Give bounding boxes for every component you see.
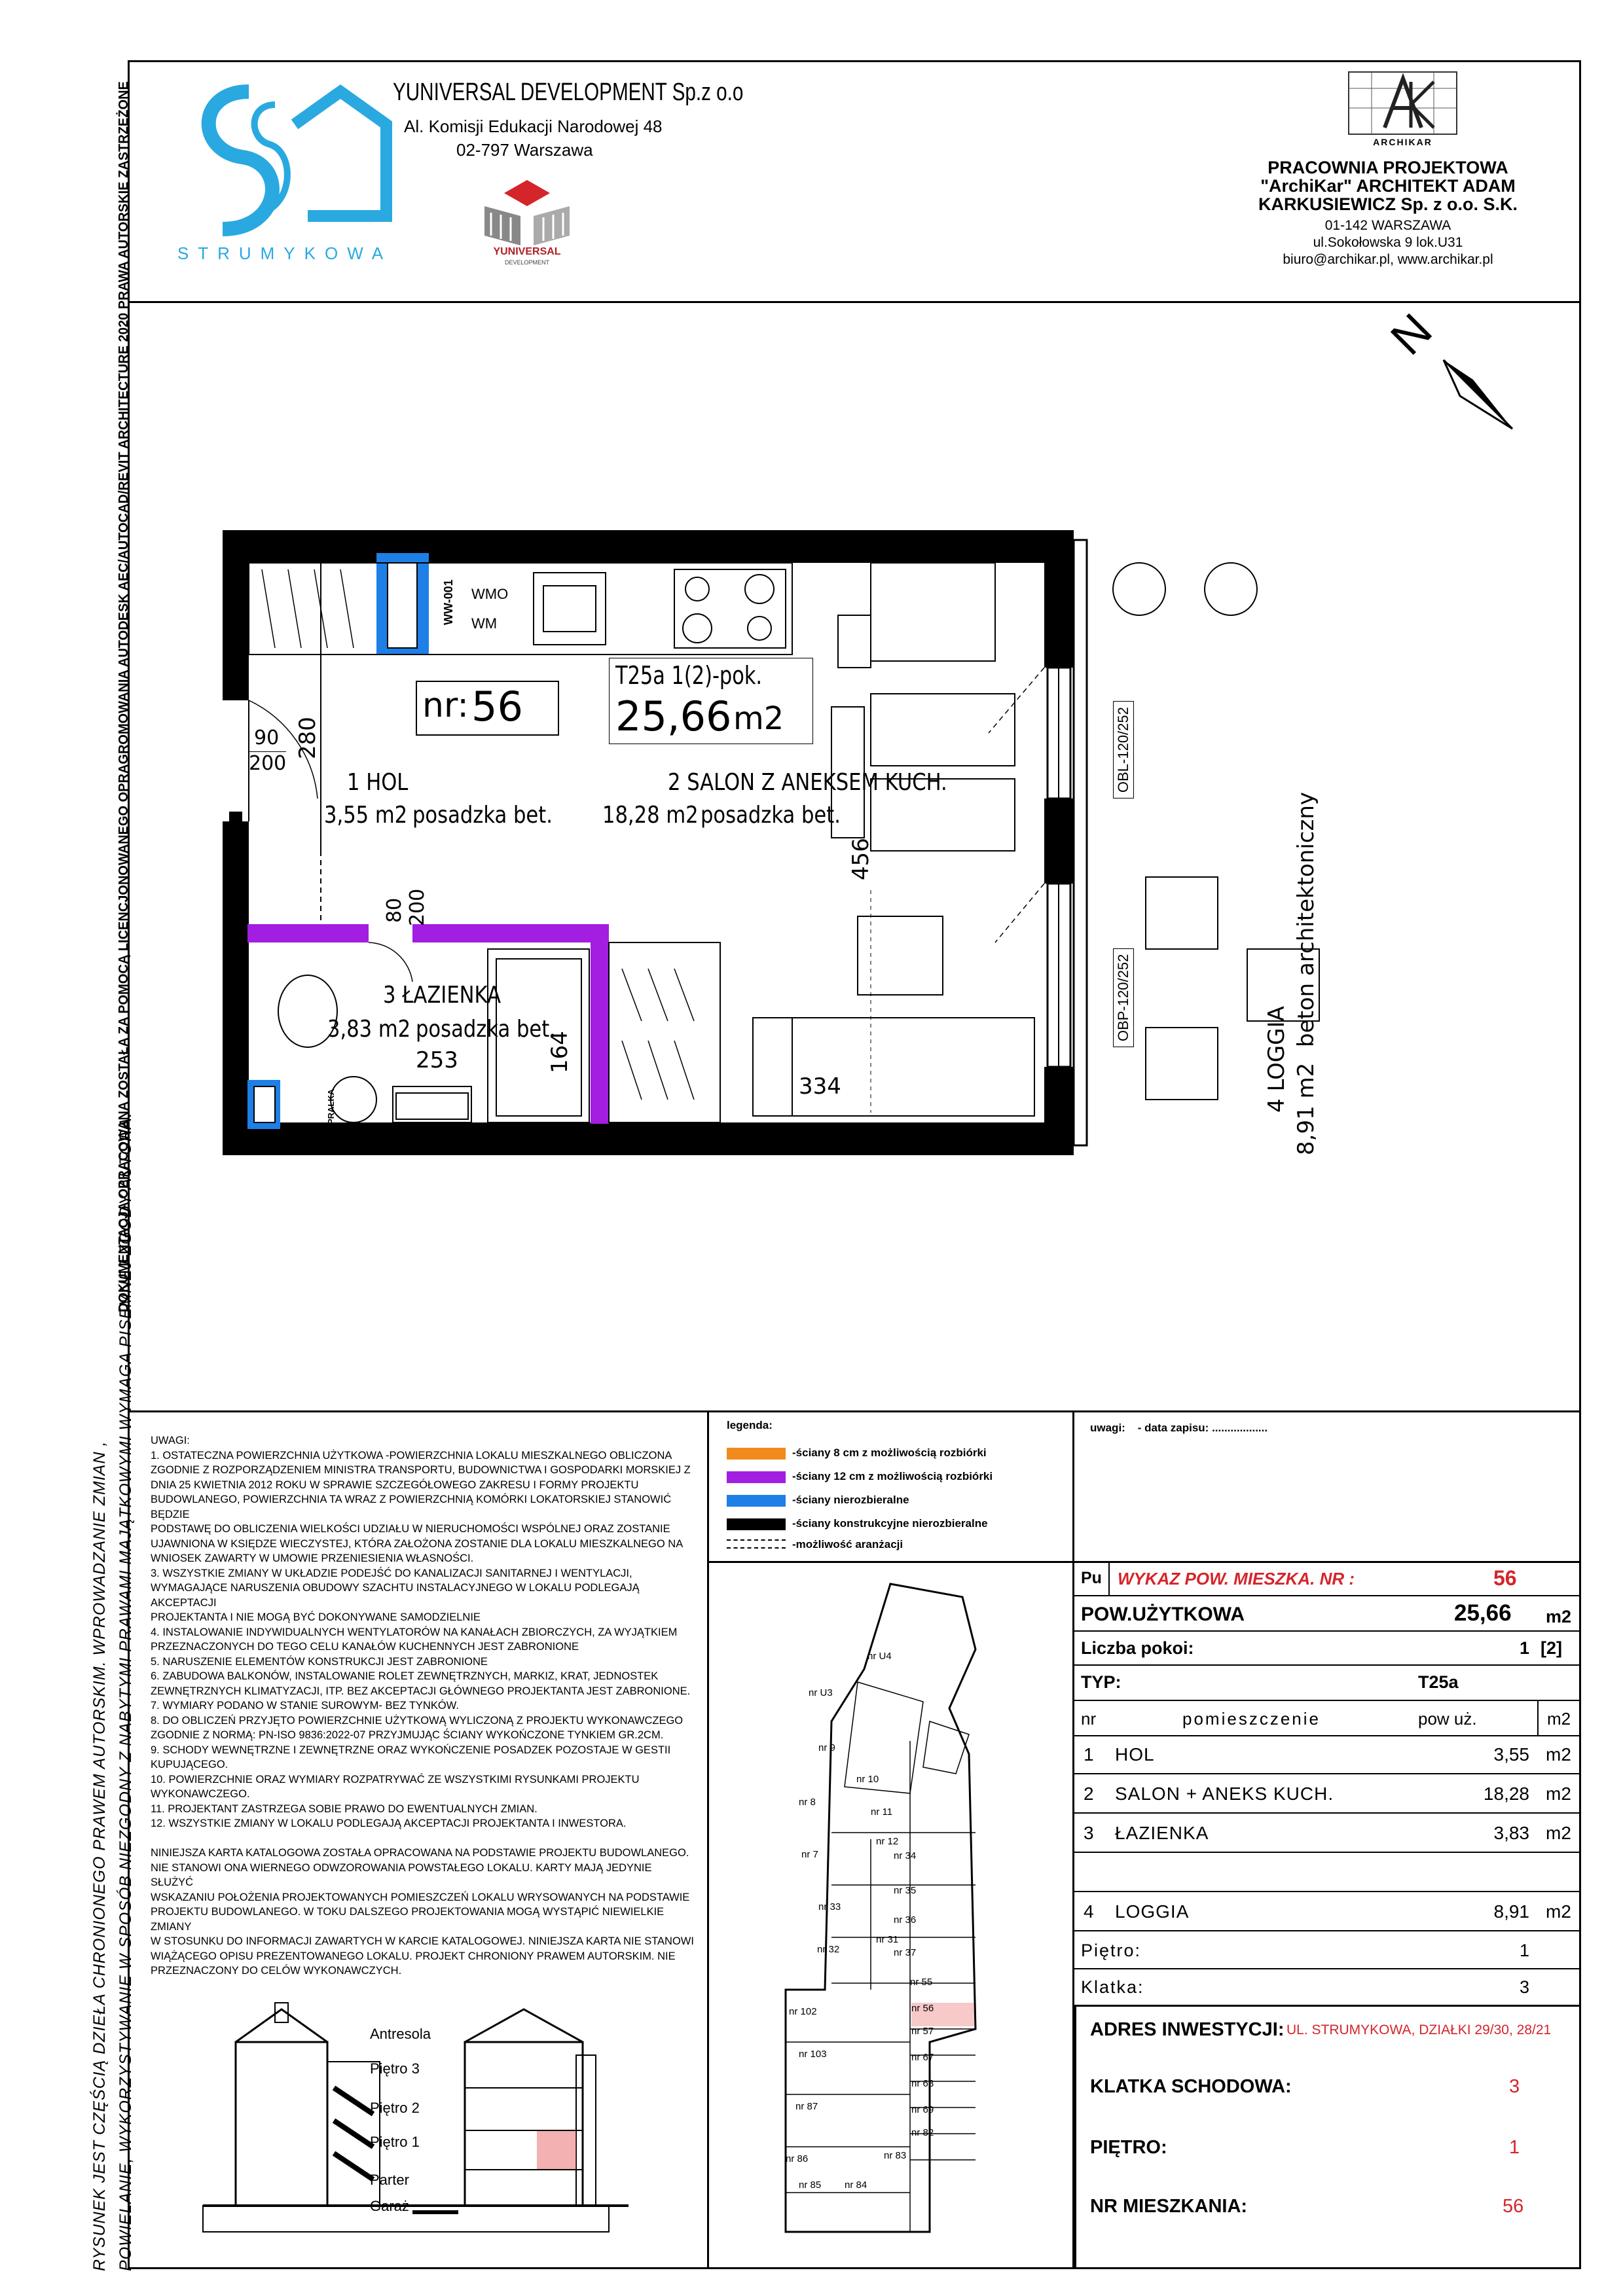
developer-address-1: Al. Komisji Edukacji Narodowej 48 [404, 117, 663, 136]
legend-swatch-aranzacja [727, 1539, 786, 1549]
bottom-divider [128, 1410, 1581, 1412]
room-name: SALON + ANEKS KUCH. [1115, 1784, 1334, 1804]
legend-divider [1072, 1410, 1074, 1561]
salon-area: 18,28 m2 [602, 802, 699, 829]
wykaz-nr: 56 [1493, 1566, 1517, 1590]
note-line: BUDOWLANEGO, POWIERZCHNIA TA WRAZ Z POWIERZCHNIĄ KOMÓRKI LOKATORSKIEJ STANOWIĆ BĘDZIE [151, 1494, 672, 1520]
key-plan-unit-label: nr 31 [876, 1934, 899, 1945]
apartment-type: T25a 1(2)-pok. [615, 661, 763, 690]
pietro-adres-label: PIĘTRO: [1090, 2137, 1167, 2158]
note-line: WSKAZANIU POŁOŻENIA PROJEKTOWANYCH POMIESZCZEŃ LOKALU WRYSOWANYCH NA PODSTAWIE [151, 1891, 690, 1903]
note-line: W STOSUNKU DO INFORMACJI ZAWARTYCH W KARCIE KATALOGOWEJ. NINIEJSZA KARTA NIE STANOWI [151, 1935, 694, 1947]
key-plan-unit-label: nr 84 [845, 2179, 867, 2191]
liczba-pokoi-value: 1 [1520, 1638, 1530, 1658]
developer-address-2: 02-797 Warszawa [456, 140, 593, 160]
note-line: WYKONAWCZEGO. [151, 1788, 250, 1800]
key-plan-unit-label: nr 34 [894, 1850, 917, 1861]
pow-uzytkowa-unit: m2 [1546, 1607, 1572, 1626]
note-line: DNIA 25 KWIETNIA 2012 ROKU W SPRAWIE SZCZEGÓŁOWEGO ZAKRESU I FORMY PROJEKTU [151, 1479, 639, 1491]
room-row [1074, 1735, 1581, 1774]
architect-line-3: KARKUSIEWICZ Sp. z o.o. S.K. [1258, 194, 1518, 214]
dim-164: 164 [547, 1031, 573, 1073]
architect-line-4: 01-142 WARSZAWA [1324, 218, 1451, 233]
architect-line-6: biuro@archikar.pl, www.archikar.pl [1283, 252, 1493, 267]
key-plan-unit-label: nr 68 [911, 2078, 934, 2089]
key-plan-unit-label: nr 12 [876, 1836, 899, 1847]
key-plan-unit-label: nr 56 [911, 2003, 934, 2014]
legal-vertical-2: POWIELANIE, WYKORZYSTYWANIE W SPOSÓB NIEZGODNY Z NABYTYMI PRAWAMI MAJĄTKOWYMI WYMAGA PISEMNEJ ZGODY AUTORA. [117, 1112, 135, 2271]
room-nr: 3 [1084, 1823, 1094, 1843]
floor-plan [216, 524, 1362, 1211]
wykaz-table [1074, 1561, 1581, 2006]
key-plan-unit-label: nr 67 [911, 2052, 934, 2063]
note-line [151, 1831, 694, 1846]
room-area: 18,28 [1483, 1784, 1529, 1804]
room-unit: m2 [1546, 1784, 1571, 1804]
door-width: 90 [254, 726, 280, 749]
key-plan-unit-label: nr 83 [884, 2150, 907, 2161]
klatka-schodowa-label: KLATKA SCHODOWA: [1090, 2076, 1292, 2097]
section-level-parter: Parter [370, 2172, 409, 2188]
note-line: 11. PROJEKTANT ZASTRZEGA SOBIE PRAWO DO EWENTUALNYCH ZMIAN. [151, 1803, 538, 1815]
dim-253: 253 [416, 1047, 458, 1073]
key-plan-unit-label: nr 86 [786, 2153, 809, 2164]
key-plan [759, 1571, 1061, 2265]
north-arrow [1381, 304, 1532, 439]
legend-label-aranzacja: -możliwość aranżacji [792, 1538, 903, 1551]
legend-swatch-konstrukcyjne [727, 1518, 786, 1530]
nr-value: 56 [471, 683, 523, 730]
room-unit: m2 [1546, 1744, 1571, 1765]
yuniversal-logo [471, 177, 583, 268]
note-line: 7. WYMIARY PODANO W STANIE SUROWYM- BEZ TYNKÓW. [151, 1700, 459, 1712]
legend-swatch-nierozbieralne [727, 1495, 786, 1507]
uwagi-data-zapisu: uwagi: - data zapisu: .................. [1090, 1422, 1268, 1434]
key-plan-unit-label: nr 8 [799, 1797, 816, 1808]
architect-line-1: PRACOWNIA PROJEKTOWA [1267, 158, 1508, 177]
key-plan-unit-label: nr 57 [911, 2026, 934, 2037]
hol-floor: posadzka bet. [412, 802, 553, 829]
strumykowa-logo-icon [170, 79, 399, 249]
architect-block [1218, 158, 1558, 268]
dim-80: 80 [383, 897, 406, 923]
room-nr: 4 [1084, 1901, 1094, 1922]
note-line: 9. SCHODY WEWNĘTRZNE I ZEWNĘTRZNE ORAZ WYKOŃCZENIE POSADZEK POZOSTAJE W GESTII [151, 1744, 671, 1756]
key-plan-unit-label: nr 36 [894, 1914, 917, 1926]
notes-block [151, 1433, 694, 1979]
yuniversal-logo-subtext: DEVELOPMENT [504, 259, 549, 266]
klatka-schodowa-value: 3 [1509, 2076, 1520, 2097]
wmo-label: WMO [471, 586, 509, 602]
klatka-label: Klatka: [1081, 1977, 1144, 1997]
pow-uzytkowa-label: POW.UŻYTKOWA [1081, 1604, 1245, 1625]
key-plan-unit-label: nr 11 [871, 1806, 893, 1818]
notes-divider [707, 1410, 709, 2269]
key-plan-unit-label: nr 87 [795, 2101, 818, 2112]
key-plan-unit-label: nr 69 [911, 2104, 934, 2115]
note-line: 8. DO OBLICZEŃ PRZYJĘTO POWIERZCHNIE UŻYTKOWĄ WYLICZONĄ Z PROJEKTU WYKONAWCZEGO [151, 1714, 684, 1727]
note-line: PROJEKTU BUDOWLANEGO. W TOKU DALSZEGO PROJEKTOWANIA MOGĄ WYSTĄPIĆ NIEWIELKIE ZMIANY [151, 1906, 665, 1933]
lazienka-area: 3,83 m2 [327, 1016, 411, 1043]
note-line: ZEWNĘTRZNYCH KLIMATYZACJI, ITP. BEZ AKCEPTACJI GŁÓWNEGO PROJEKTANTA JEST ZABRONIONE. [151, 1685, 691, 1697]
room-unit: m2 [1546, 1823, 1571, 1843]
typ-label: TYP: [1081, 1672, 1122, 1692]
note-line: WNIOSEK ZAWARTY W UMOWIE PRZENIESIENIA WŁASNOŚCI. [151, 1552, 474, 1564]
legend-label-8cm: -ściany 8 cm z możliwością rozbiórki [792, 1446, 987, 1459]
room-unit: m2 [1546, 1901, 1571, 1922]
yuniversal-logo-text: YUNIVERSAL [493, 246, 561, 257]
developer-name: YUNIVERSAL DEVELOPMENT Sp.z o.o [393, 79, 744, 106]
legend-swatch-12cm [727, 1471, 786, 1483]
note-line: ZGODNIE Z NORMĄ: PN-ISO 9836:2022-07 PRZYJMUJĄC ŚCIANY WYKOŃCZONE TYNKIEM GR.2CM. [151, 1729, 664, 1741]
key-plan-unit-label: nr 82 [911, 2127, 934, 2138]
architect-line-5: ul.Sokołowska 9 lok.U31 [1313, 235, 1463, 250]
north-label: N [1381, 304, 1442, 365]
note-line: 12. WSZYSTKIE ZMIANY W LOKALU PODLEGAJĄ AKCEPTACJI PROJEKTANTA I INWESTORA. [151, 1818, 627, 1829]
legal-vertical-1: RYSUNEK JEST CZĘŚCIĄ DZIEŁA CHRONIONEGO PRAWEM AUTORSKIM. WPROWADZANIE ZMIAN , [90, 1441, 109, 2271]
loggia-floor: beton architektoniczny [1293, 791, 1319, 1047]
nr-label: nr: [422, 686, 469, 725]
note-line: ZGODNIE Z ROZPORZĄDZENIEM MINISTRA TRANSPORTU, BUDOWNICTWA I GOSPODARKI MORSKIEJ Z [151, 1464, 691, 1476]
room-nr: 2 [1084, 1784, 1094, 1804]
pietro-value: 1 [1520, 1941, 1530, 1960]
key-plan-unit-label: nr 7 [801, 1849, 818, 1860]
typ-value: T25a [1418, 1672, 1459, 1692]
klatka-value: 3 [1520, 1977, 1530, 1997]
col-pomieszczenie: pomieszczenie [1182, 1709, 1321, 1729]
notes-title: UWAGI: [151, 1435, 190, 1446]
loggia-area: 8,91 m2 [1293, 1062, 1319, 1155]
apartment-area-unit: m2 [733, 700, 784, 737]
note-line: 6. ZABUDOWA BALKONÓW, INSTALOWANIE ROLET ZEWNĘTRZNYCH, MARKIZ, KRAT, JEDNOSTEK [151, 1670, 659, 1682]
strumykowa-brand: STRUMYKOWA [177, 243, 393, 263]
nr-mieszkania-label: NR MIESZKANIA: [1090, 2196, 1248, 2217]
notes-lines [151, 1448, 694, 1979]
room-nr: 1 [1084, 1744, 1094, 1765]
window-bottom-label: OBP-120/252 [1113, 948, 1134, 1047]
room-area: 8,91 [1493, 1901, 1529, 1922]
room-name: HOL [1115, 1744, 1155, 1765]
note-line: 1. OSTATECZNA POWIERZCHNIA UŻYTKOWA -POWIERZCHNIA LOKALU MIESZKALNEGO OBLICZONA [151, 1449, 672, 1462]
floor-plan-drawing [216, 524, 1362, 1211]
pralka-label: PRALKA [326, 1088, 336, 1124]
note-line: UJAWNIONA W KSIĘDZE WIECZYSTEJ, KTÓRA ZAŁOŻONA ZOSTANIE DLA LOKALU MIESZKALNEGO NA [151, 1537, 684, 1550]
door-height: 200 [249, 752, 287, 775]
section-level-garaz: Garaż [370, 2198, 409, 2214]
note-line: PRZEZNACZONYCH DO TEGO CELU KANAŁÓW KUCHENNYCH JEST ZABRONIONE [151, 1641, 579, 1653]
window-top-label: OBL-120/252 [1113, 701, 1134, 798]
key-plan-unit-label: nr 32 [817, 1944, 840, 1955]
dim-456: 456 [848, 838, 874, 880]
dim-334: 334 [799, 1073, 841, 1100]
note-line: NIE STANOWI ONA WIERNEGO ODWZOROWANIA POWSTAŁEGO LOKALU. KARTY MAJĄ JEDYNIE SŁUŻYĆ [151, 1861, 652, 1888]
key-plan-unit-label: nr 55 [910, 1977, 933, 1988]
legend-swatch-8cm [727, 1448, 786, 1460]
adres-value: UL. STRUMYKOWA, DZIAŁKI 29/30, 28/21 [1286, 2022, 1552, 2037]
note-line: KUPUJĄCEGO. [151, 1759, 228, 1770]
note-line: PRZEZNACZONY DO CELÓW WYKONAWCZYCH. [151, 1965, 402, 1977]
strumykowa-logo [170, 79, 399, 268]
room-row [1074, 1814, 1581, 1853]
lazienka-floor: posadzka bet. [416, 1016, 556, 1043]
yuniversal-logo-icon [471, 177, 583, 249]
room-name: LOGGIA [1115, 1901, 1190, 1922]
key-plan-unit-label: nr U3 [809, 1687, 833, 1698]
note-line: WYMAGAJĄCE NARUSZENIA OBUDOWY SZACHTU INSTALACYJNEGO W LOKALU PODLEGAJĄ AKCEPTACJI [151, 1582, 640, 1609]
key-plan-unit-label: nr U4 [867, 1651, 892, 1662]
pow-uzytkowa-value: 25,66 [1454, 1600, 1512, 1626]
room-area: 3,83 [1493, 1823, 1529, 1843]
copyright-vertical: DOKUMENTACJA OPRACOWANA ZOSTAŁA ZA POMOCĄ LICENCJONOWANEGO OPRAGROMOWANIA AUTODESK AEC/AUTOCAD/REVIT ARCHITECTURE 2020 PRAWA AUTORSKIE ZASTRZEŻONE [117, 81, 131, 1312]
key-plan-unit-label: nr 103 [799, 2049, 827, 2060]
dim-280: 280 [295, 717, 321, 759]
section-level-pietro1: Piętro 1 [370, 2134, 420, 2150]
header-divider [128, 301, 1581, 303]
key-plan-unit-label: nr 35 [894, 1885, 917, 1896]
apartment-area: 25,66 [615, 692, 732, 740]
wykaz-pu: Pu [1081, 1569, 1102, 1587]
archikar-logo-icon [1345, 69, 1460, 137]
legend-label-12cm: -ściany 12 cm z możliwością rozbiórki [792, 1470, 993, 1482]
archikar-logo [1345, 69, 1460, 154]
note-line: NINIEJSZA KARTA KATALOGOWA ZOSTAŁA OPRACOWANA NA PODSTAWIE PROJEKTU BUDOWLANEGO. [151, 1847, 689, 1859]
pietro-label: Piętro: [1081, 1941, 1142, 1960]
col-nr: nr [1081, 1709, 1097, 1729]
note-line: WIĄŻĄCEGO OPISU PREZENTOWANEGO LOKALU. PROJEKT CHRONIONY PRAWEM AUTORSKIM. NIE [151, 1950, 676, 1962]
section-level-pietro3: Piętro 3 [370, 2060, 420, 2077]
note-line: PROJEKTANTA I NIE MOGĄ BYĆ DOKONYWANE SAMODZIELNIE [151, 1611, 481, 1623]
key-plan-unit-label: nr 102 [789, 2006, 817, 2017]
hol-label: 1 HOL [347, 769, 409, 796]
building-section [183, 1990, 655, 2251]
note-line: 10. POWIERZCHNIE ORAZ WYMIARY ROZPATRYWAĆ ZE WSZYSTKIMI RYSUNKAMI PROJEKTU [151, 1773, 640, 1785]
room-row [1074, 1892, 1581, 1931]
room-name: ŁAZIENKA [1115, 1823, 1209, 1843]
wykaz-title: WYKAZ POW. MIESZKA. NR : [1118, 1569, 1355, 1588]
room-row [1074, 1774, 1581, 1814]
hol-area: 3,55 m2 [324, 802, 408, 829]
key-plan-unit-label: nr 33 [818, 1901, 841, 1912]
col-unit: m2 [1547, 1709, 1571, 1729]
nr-mieszkania-value: 56 [1503, 2196, 1524, 2217]
architect-line-2: "ArchiKar" ARCHITEKT ADAM [1260, 176, 1516, 196]
adres-label: ADRES INWESTYCJI: [1090, 2019, 1285, 2040]
key-plan-unit-label: nr 37 [894, 1947, 917, 1958]
note-line: 3. WSZYSTKIE ZMIANY W UKŁADZIE PODEJŚĆ DO KANALIZACJI SANITARNEJ I WENTYLACJI, [151, 1567, 632, 1579]
note-line: 5. NARUSZENIE ELEMENTÓW KONSTRUKCJI JEST ZABRONIONE [151, 1655, 488, 1668]
lazienka-label: 3 ŁAZIENKA [383, 982, 501, 1009]
archikar-logo-text: ARCHIKAR [1373, 137, 1432, 147]
section-level-antresola: Antresola [370, 2026, 431, 2042]
liczba-pokoi-label: Liczba pokoi: [1081, 1638, 1194, 1658]
key-plan-unit-label: nr 10 [856, 1774, 879, 1785]
legend-label-konstrukcyjne: -ściany konstrukcyjne nierozbieralne [792, 1517, 988, 1530]
col-pow: pow uż. [1418, 1709, 1477, 1729]
salon-label: 2 SALON Z ANEKSEM KUCH. [668, 769, 947, 796]
salon-floor: posadzka bet. [701, 802, 841, 829]
vent-label: WW-001 [442, 579, 455, 625]
legend-title: legenda: [727, 1419, 773, 1431]
key-plan-unit-label: nr 85 [799, 2179, 822, 2191]
loggia-label: 4 LOGGIA [1264, 1006, 1290, 1113]
pietro-adres-value: 1 [1509, 2137, 1520, 2158]
wm-label: WM [471, 615, 498, 632]
room-area: 3,55 [1493, 1744, 1529, 1765]
section-level-pietro2: Piętro 2 [370, 2100, 420, 2116]
legend-label-nierozbieralne: -ściany nierozbieralne [792, 1494, 909, 1506]
note-line: PODSTAWĘ DO OBLICZENIA WIELKOŚCI UDZIAŁU W NIERUCHOMOŚCI WSPÓLNEJ ORAZ ZOSTANIE [151, 1523, 670, 1535]
key-plan-unit-label: nr 9 [818, 1742, 835, 1753]
liczba-pokoi-alt: [2] [1541, 1638, 1562, 1658]
dim-200: 200 [406, 888, 429, 926]
note-line: 4. INSTALOWANIE INDYWIDUALNYCH WENTYLATORÓW NA KANAŁACH ZBIORCZYCH, ZA WYJĄTKIEM [151, 1626, 678, 1638]
room-row [1074, 1853, 1581, 1892]
